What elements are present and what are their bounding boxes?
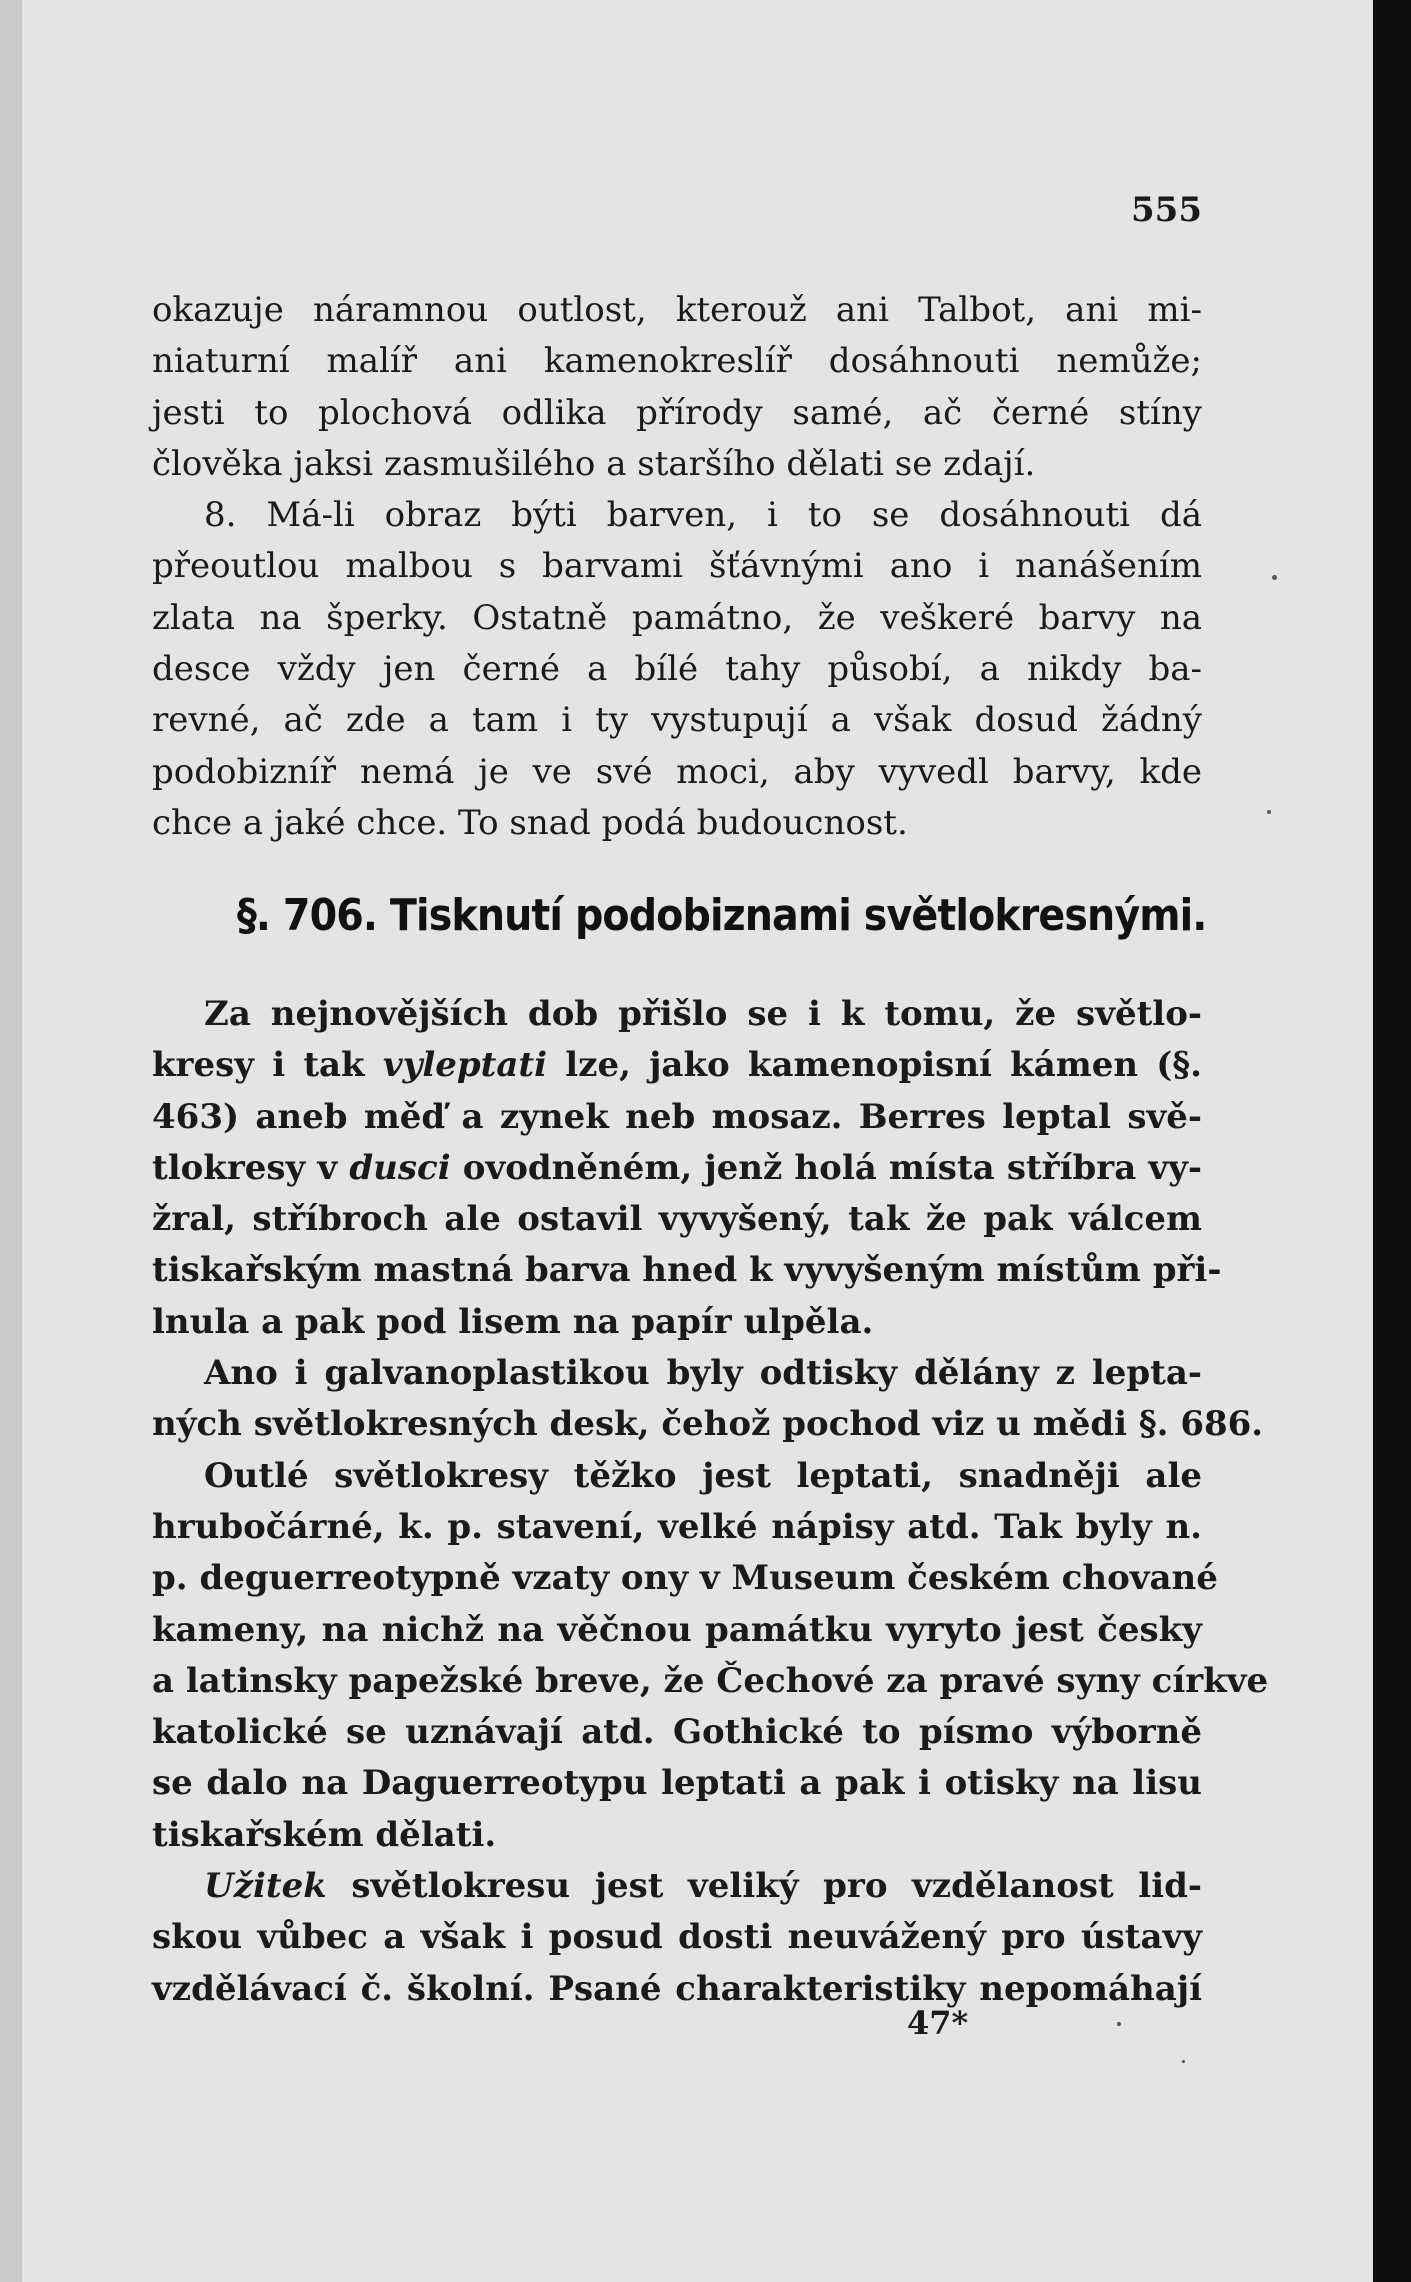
text-line: lnula a pak pod lisem na papír ulpěla.: [152, 1301, 874, 1342]
text-line: katolické se uznávají atd. Gothické to písmo výborně: [152, 1712, 1202, 1753]
text-line: Outlé světlokresy těžko jest leptati, snadněji ale: [204, 1455, 1202, 1496]
scan-speck: [1117, 2022, 1121, 2026]
text-line: 463) aneb měď a zynek neb mosaz. Berres leptal svě-: [152, 1096, 1202, 1137]
text-line: ných světlokresných desk, čehož pochod viz u mědi §. 686.: [152, 1404, 1264, 1445]
text-run: kresy i tak: [152, 1045, 383, 1086]
text-line: p. deguerreotypně vzaty ony v Museum českém chované: [152, 1558, 1218, 1599]
text-line: jesti to plochová odlika přírody samé, ač černé stíny: [152, 392, 1202, 433]
text-line: zlata na šperky. Ostatně památno, že veškeré barvy na: [152, 597, 1202, 638]
paragraph-block-2: [152, 989, 1269, 2015]
text-run: tlokresy v: [152, 1147, 350, 1188]
text-line: a latinsky papežské breve, že Čechové za pravé syny církve: [152, 1660, 1269, 1701]
book-page: [22, 0, 1373, 2282]
text-line: přeoutlou malbou s barvami šťávnými ano i nanášením: [152, 546, 1202, 587]
text-line: okazuje náramnou outlost, kterouž ani Talbot, ani mi-: [152, 290, 1202, 330]
text-line: chce a jaké chce. To snad podá budoucnost.: [152, 802, 908, 843]
text-line: žral, stříbroch ale ostavil vyvyšený, tak že pak válcem: [152, 1199, 1202, 1240]
paragraph-block-1: [152, 285, 1202, 849]
text-line: tiskařském dělati.: [152, 1814, 497, 1855]
text-line: revné, ač zde a tam i ty vystupují a však dosud žádný: [152, 700, 1202, 741]
text-line: vzdělávací č. školní. Psané charakteristiky nepomáhají: [152, 1968, 1202, 2009]
text-line: 8. Má-li obraz býti barven, i to se dosáhnouti dá: [204, 495, 1202, 536]
text-line: Ano i galvanoplastikou byly odtisky dělány z lepta-: [204, 1353, 1202, 1394]
italic-term: vyleptati: [382, 1045, 548, 1086]
page-number: 555: [1131, 190, 1202, 230]
text-line: Za nejnovějších dob přišlo se i k tomu, že světlo-: [204, 994, 1202, 1034]
section-heading: §. 706. Tisknutí podobiznami světlokresnými.: [237, 890, 1207, 941]
scan-speck: [1182, 2060, 1185, 2063]
scan-speck: [1267, 810, 1271, 814]
text-line: skou vůbec a však i posud dosti neuvážený pro ústavy: [152, 1917, 1202, 1958]
text-line: kameny, na nichž na věčnou památku vyryto jest česky: [152, 1609, 1202, 1650]
italic-term: dusci: [349, 1147, 451, 1188]
text-line: člověka jaksi zasmušilého a staršího dělati se zdají.: [152, 443, 1036, 484]
adjacent-page-edge: [0, 0, 22, 2282]
text-run: ovodněném, jenž holá místa stříbra vy-: [450, 1147, 1202, 1188]
text-run: světlokresu jest veliký pro vzdělanost lid-: [326, 1866, 1202, 1907]
text-line: [152, 1861, 1202, 1912]
text-line: [152, 1040, 1202, 1091]
text-line: tiskařským mastná barva hned k vyvyšeným místům při-: [152, 1250, 1222, 1291]
text-line: podobizníř nemá je ve své moci, aby vyvedl barvy, kde: [152, 751, 1202, 792]
text-line: [152, 1143, 1202, 1194]
text-line: desce vždy jen černé a bílé tahy působí, a nikdy ba-: [152, 649, 1202, 690]
scan-speck: [1272, 575, 1277, 580]
text-line: se dalo na Daguerreotypu leptati a pak i otisky na lisu: [152, 1763, 1202, 1804]
text-line: niaturní malíř ani kamenokreslíř dosáhnouti nemůže;: [152, 341, 1202, 382]
italic-term: Užitek: [204, 1866, 327, 1907]
text-run: lze, jako kamenopisní kámen (§.: [547, 1045, 1202, 1086]
signature-mark: 47*: [907, 2004, 969, 2042]
text-line: hrubočárné, k. p. stavení, velké nápisy atd. Tak byly n.: [152, 1506, 1202, 1547]
